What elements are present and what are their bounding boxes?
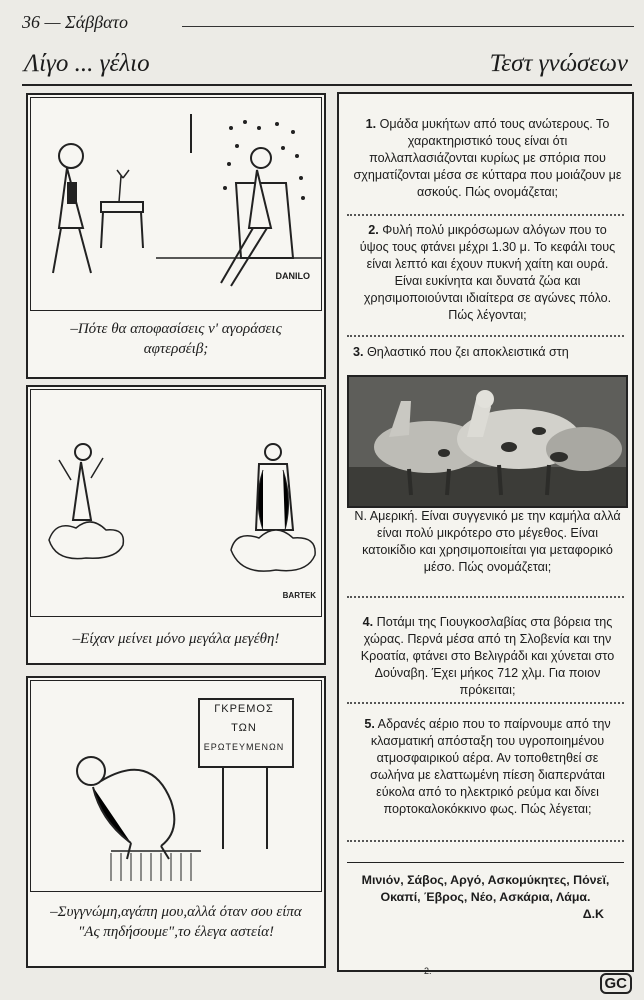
question-number: 3. — [353, 345, 364, 359]
cartoon-caption-2: –Είχαν μείνει μόνο μεγάλα μεγέθη! — [72, 631, 280, 647]
left-section-title: Λίγο ... γέλιο — [24, 50, 150, 77]
sign-line-1: ΓΚΡΕΜΟΣ — [214, 703, 274, 715]
header-rule — [182, 26, 634, 27]
quiz-author: Δ.Κ — [582, 907, 604, 921]
section-rule — [22, 84, 632, 86]
question-text: Αδρανές αέριο που το παίρνουμε από την κλασματική απόσταξη του υγροποιημένου ατμοσφαιρικού αέρα. Αν τοποθετηθεί σε σωλήνα με ελαττωμένη πίεση διαπερνάται εύκολα από το ηλεκτρικό ρεύμα και δίνει πορτοκαλοκόκκινο φως. Πώς λέγεται; — [370, 717, 611, 816]
cartoon-signature-2: BARTEK — [282, 591, 316, 600]
answer-dots — [347, 840, 624, 842]
llama-photo — [347, 375, 628, 508]
question-number: 5. — [364, 717, 375, 731]
question-number: 2. — [368, 223, 379, 237]
cartoon-panel-1 — [26, 93, 326, 379]
question-text: Ομάδα μυκήτων από τους ανώτερους. Το χαρακτηριστικό τους είναι ότι πολλαπλασιάζονται κυρίως με σπόρια που σχηματίζονται μέσα σε κύτταρα που μοιάζουν με ασκούς. Πώς ονομάζεται; — [353, 117, 622, 199]
cartoon-caption-3: –Συγγνώμη,αγάπη μου,αλλά όταν σου είπα "Ας πηδήσουμε",το έλεγα αστεία! — [50, 904, 302, 940]
cartoon-panel-3 — [26, 676, 326, 968]
cartoon-panel-2 — [26, 385, 326, 665]
quiz-question-3 — [353, 344, 622, 361]
answer-dots — [347, 596, 624, 598]
question-number: 4. — [362, 615, 374, 629]
question-text: Φυλή πολύ μικρόσωμων αλόγων που το ύψος τους φτάνει μέχρι 1.30 μ. Το κεφάλι τους είναι λεπτό και έχουν πυκνή χαίτη και ουρά. Είναι ευκίνητα και δυνατά ζώα και χρησιμοποιούνται ιδιαίτερα σε αγώνες πόλο. Πώς λέγονται; — [359, 223, 616, 322]
answer-dots — [347, 214, 624, 216]
cartoon-caption-1: –Πότε θα αποφασίσεις ν' αγοράσεις αφτερσέιβ; — [70, 321, 282, 357]
cliff-sign — [198, 700, 290, 757]
page-number-day: 36 — Σάββατο — [22, 12, 128, 32]
quiz-question-3-continued: Ν. Αμερική. Είναι συγγενικό με την καμήλα αλλά είναι πολύ μικρότερο στο μέγεθος. Είναι κατοικίδιο και χρησιμοποιείται για μεταφορικό μέσο. Πώς ονομάζεται; — [354, 509, 621, 574]
question-number: 1. — [365, 117, 377, 131]
cartoon-angels-illustration — [31, 390, 321, 616]
llama-photo-image — [349, 377, 626, 506]
sign-line-3: ΕΡΩΤΕΥΜΕΝΩΝ — [203, 742, 285, 752]
quiz-question-4 — [353, 614, 622, 699]
quiz-answers — [345, 872, 626, 923]
knowledge-quiz-panel — [337, 92, 634, 972]
answers-rule — [347, 862, 624, 863]
gc-watermark: GC — [600, 973, 633, 994]
answers-text: Μινιόν, Σάβος, Αργό, Ασκομύκητες, Πόνεϊ, Οκαπί, Έβρος, Νέο, Ασκάρια, Λάμα. — [361, 873, 610, 904]
cartoon-signature-1: DANILO — [275, 271, 310, 281]
quiz-question-1 — [353, 116, 622, 201]
question-text: Ποτάμι της Γιουγκοσλαβίας στα βόρεια της χώρας. Περνά μέσα από τη Σλοβενία και την Κροατία, φτάνει στο Βελιγράδι και χύνεται στο Δούναβη. Έχει μήκος 712 χλμ. Για ποιον πρόκειται; — [360, 615, 615, 697]
quiz-question-2 — [353, 222, 622, 324]
answer-dots — [347, 335, 624, 337]
quiz-question-5 — [353, 716, 622, 818]
sign-line-2: ΤΩΝ — [231, 722, 257, 734]
right-section-title: Τεστ γνώσεων — [489, 50, 628, 77]
cartoon-drawing-2 — [30, 389, 322, 617]
page-header — [22, 10, 634, 36]
question-text: Θηλαστικό που ζει αποκλειστικά στη — [367, 345, 569, 359]
page-dot: 2. — [424, 966, 432, 976]
answer-dots — [347, 702, 624, 704]
